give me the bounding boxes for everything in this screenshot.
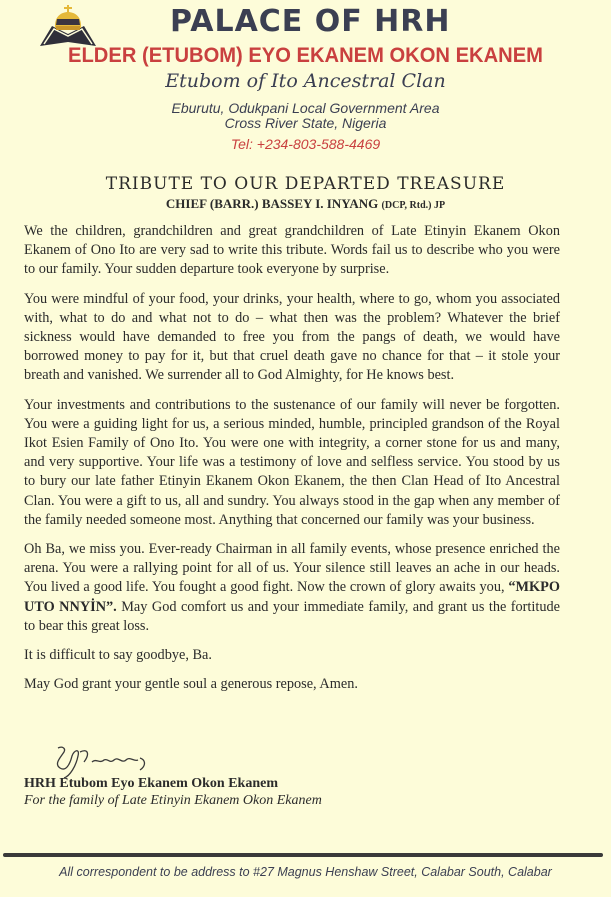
paragraph: We the children, grandchildren and great grandchildren of Late Etinyin Ekanem Okon Ekanem of Ono Ito are very sad to write this tribute. Words fail us to describe who you were to our family. Your sudden departure took everyone by surprise.	[24, 223, 560, 278]
clan-title: Etubom of Ito Ancestral Clan	[165, 70, 446, 92]
paragraph-text: Oh Ba, we miss you. Ever-ready Chairman in all family events, whose presence enriched the arena. You were a rallying point for all of us. Your silence still leaves an ache in our heads. You lived a good life. You fought a good fight. Now the crown of glory awaits you,	[24, 541, 560, 596]
tribute-title: TRIBUTE TO OUR DEPARTED TREASURE	[105, 174, 506, 194]
paragraph: You were mindful of your food, your drinks, your health, where to go, whom you associated with, what to do and what not to do – what then was the problem? Whatever the brief sickness would have demanded to free you from the pangs of death, we would have borrowed money to pay for it, but that cruel death gave no chance for that – it stole your breath and vanished. We surrender all to God Almighty, for He knows best.	[24, 290, 560, 384]
honoree-name	[0, 196, 611, 212]
signer-on-behalf: For the family of Late Etinyin Ekanem Okon Ekanem	[24, 793, 322, 808]
honoree-main: CHIEF (BARR.) BASSEY I. INYANG	[165, 196, 379, 211]
paragraph: It is difficult to say goodbye, Ba.	[24, 647, 212, 664]
address-line-1: Eburutu, Odukpani Local Government Area	[171, 100, 440, 116]
telephone: Tel: +234-803-588-4469	[230, 136, 381, 152]
paragraph: Your investments and contributions to the sustenance of our family will never be forgotten. You were a guiding light for us, a serious minded, humble, principled grandson of the Royal Ikot Esien Family of Ono Ito. You were one with integrity, a corner stone for us and many, and very supportive. Your life was a testimony of love and selfless service. You stood by us to bury our late father Etinyin Ekanem Okon Ekanem, the then Clan Head of Ito Ancestral Clan. You were a gift to us, all and sundry. You always stood in the gap when any member of the family needed someone most. Anything that concerned our family was your business.	[24, 396, 560, 528]
paragraph-text: May God comfort us and your immediate family, and grant us the fortitude to bear this great loss.	[24, 598, 560, 634]
letterhead	[0, 0, 611, 160]
address-line-2: Cross River State, Nigeria	[224, 115, 387, 131]
footer-divider	[3, 853, 603, 857]
paragraph	[24, 540, 560, 636]
emphasis-phrase: “MKPO UTO NNYİN”.	[24, 579, 560, 615]
palace-title: PALACE OF HRH	[170, 4, 451, 39]
honoree-suffix: (DCP, Rtd.) JP	[381, 200, 446, 211]
signer-name: HRH Etubom Eyo Ekanem Okon Ekanem	[24, 776, 278, 791]
ruler-name: ELDER (ETUBOM) EYO EKANEM OKON EKANEM	[68, 44, 543, 67]
paragraph: May God grant your gentle soul a generous repose, Amen.	[24, 676, 358, 693]
footer-address: All correspondent to be address to #27 Magnus Henshaw Street, Calabar South, Calabar	[59, 865, 552, 879]
tribute-body	[24, 222, 560, 704]
